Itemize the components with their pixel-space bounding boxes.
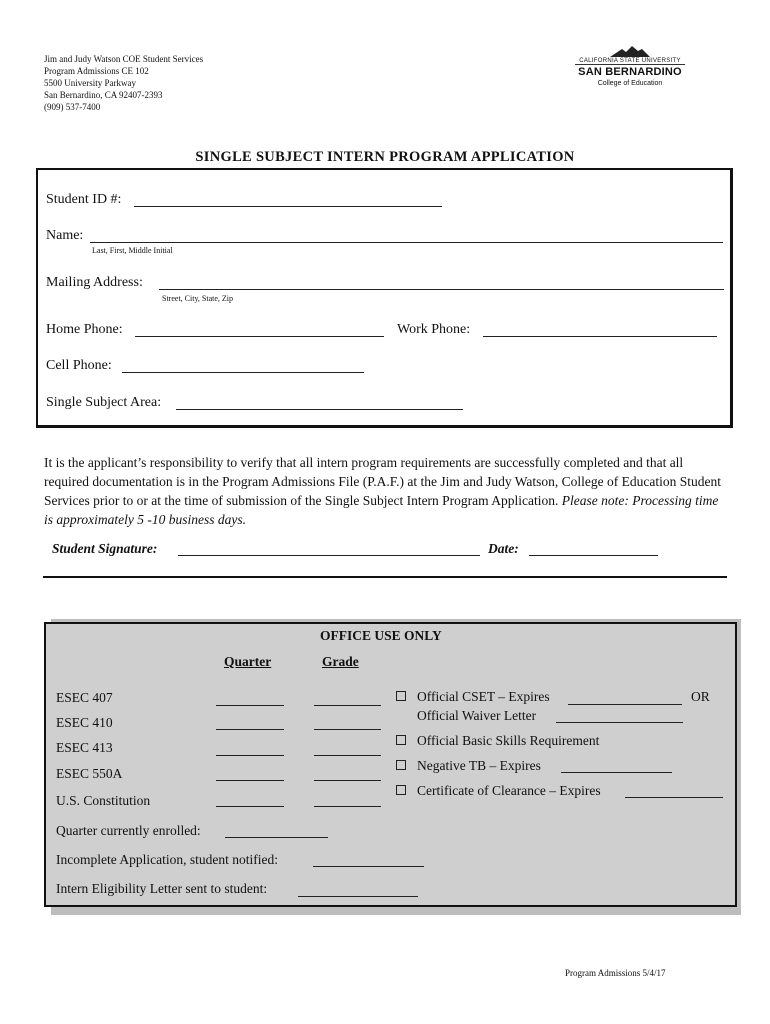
cset-checkbox[interactable] bbox=[396, 691, 406, 701]
tb-label: Negative TB – Expires bbox=[417, 758, 541, 773]
footer-revision: Program Admissions 5/4/17 bbox=[565, 968, 666, 978]
clearance-checkbox[interactable] bbox=[396, 785, 406, 795]
grade-column-header: Grade bbox=[322, 654, 359, 669]
address-line: (909) 537-7400 bbox=[44, 102, 101, 112]
address-line: Program Admissions CE 102 bbox=[44, 66, 149, 76]
clearance-expires-field[interactable] bbox=[625, 797, 723, 798]
name-hint: Last, First, Middle Initial bbox=[92, 246, 173, 255]
quarter-column-header: Quarter bbox=[224, 654, 272, 669]
tb-expires-field[interactable] bbox=[561, 772, 672, 773]
eligibility-letter-label: Intern Eligibility Letter sent to student: bbox=[56, 881, 268, 896]
home-phone-field[interactable] bbox=[135, 336, 384, 337]
work-phone-field[interactable] bbox=[483, 336, 717, 337]
course-label: ESEC 550A bbox=[56, 766, 123, 781]
quarter-field[interactable] bbox=[216, 755, 284, 756]
name-label: Name: bbox=[46, 228, 84, 243]
address-line: San Bernardino, CA 92407-2393 bbox=[44, 90, 163, 100]
or-label: OR bbox=[691, 689, 710, 704]
clearance-label: Certificate of Clearance – Expires bbox=[417, 783, 601, 798]
grade-field[interactable] bbox=[314, 729, 381, 730]
cset-label: Official CSET – Expires bbox=[417, 689, 550, 704]
eligibility-letter-field[interactable] bbox=[298, 896, 418, 897]
responsibility-notice bbox=[44, 453, 729, 529]
course-label: ESEC 407 bbox=[56, 690, 113, 705]
office-use-heading: OFFICE USE ONLY bbox=[320, 628, 442, 643]
student-id-field[interactable] bbox=[134, 206, 442, 207]
applicant-info-box bbox=[36, 168, 733, 428]
logo-top-text: CALIFORNIA STATE UNIVERSITY bbox=[579, 58, 681, 64]
name-field[interactable] bbox=[90, 242, 723, 243]
logo-main-text: SAN BERNARDINO bbox=[575, 64, 685, 78]
incomplete-application-field[interactable] bbox=[313, 866, 424, 867]
tb-checkbox[interactable] bbox=[396, 760, 406, 770]
address-line: 5500 University Parkway bbox=[44, 78, 136, 88]
single-subject-area-field[interactable] bbox=[176, 409, 463, 410]
mountain-logo-icon bbox=[610, 45, 650, 57]
quarter-enrolled-field[interactable] bbox=[225, 837, 328, 838]
basic-skills-checkbox[interactable] bbox=[396, 735, 406, 745]
waiver-field[interactable] bbox=[556, 722, 683, 723]
work-phone-label: Work Phone: bbox=[397, 322, 471, 337]
mailing-address-field[interactable] bbox=[159, 289, 724, 290]
date-label: Date: bbox=[488, 541, 519, 556]
quarter-field[interactable] bbox=[216, 806, 284, 807]
quarter-enrolled-label: Quarter currently enrolled: bbox=[56, 823, 201, 838]
single-subject-area-label: Single Subject Area: bbox=[46, 395, 162, 410]
grade-field[interactable] bbox=[314, 780, 381, 781]
office-address bbox=[44, 53, 203, 113]
quarter-field[interactable] bbox=[216, 780, 284, 781]
cell-phone-label: Cell Phone: bbox=[46, 358, 112, 373]
signature-label: Student Signature: bbox=[52, 541, 158, 556]
home-phone-label: Home Phone: bbox=[46, 322, 123, 337]
notice-text: It is the applicant’s responsibility to verify that all intern program requirements are successfully completed and that all required documentation is in the Program Admissions File (P.A.F.) at the Jim and Judy Watson, College of Education Student Services prior to or at the time of submission of the Single Subject Intern Program Application. bbox=[44, 455, 722, 508]
form-title: SINGLE SUBJECT INTERN PROGRAM APPLICATION bbox=[195, 149, 575, 165]
signature-field[interactable] bbox=[178, 555, 480, 556]
mailing-address-label: Mailing Address: bbox=[46, 275, 143, 290]
quarter-field[interactable] bbox=[216, 729, 284, 730]
processing-time-note: Please note: Processing time is approximately 5 -10 business days. bbox=[44, 493, 719, 527]
csusb-logo bbox=[575, 45, 685, 91]
basic-skills-label: Official Basic Skills Requirement bbox=[417, 733, 600, 748]
course-label: ESEC 410 bbox=[56, 715, 113, 730]
student-id-label: Student ID #: bbox=[46, 192, 122, 207]
course-label: ESEC 413 bbox=[56, 740, 113, 755]
logo-sub-text: College of Education bbox=[597, 80, 663, 87]
grade-field[interactable] bbox=[314, 705, 381, 706]
cset-expires-field[interactable] bbox=[568, 704, 682, 705]
date-field[interactable] bbox=[529, 555, 658, 556]
waiver-label: Official Waiver Letter bbox=[417, 708, 537, 723]
course-label: U.S. Constitution bbox=[56, 793, 151, 808]
address-line: Jim and Judy Watson COE Student Services bbox=[44, 54, 204, 64]
quarter-field[interactable] bbox=[216, 705, 284, 706]
section-divider bbox=[43, 576, 727, 578]
cell-phone-field[interactable] bbox=[122, 372, 364, 373]
address-hint: Street, City, State, Zip bbox=[162, 294, 234, 303]
incomplete-application-label: Incomplete Application, student notified: bbox=[56, 852, 278, 867]
grade-field[interactable] bbox=[314, 806, 381, 807]
grade-field[interactable] bbox=[314, 755, 381, 756]
